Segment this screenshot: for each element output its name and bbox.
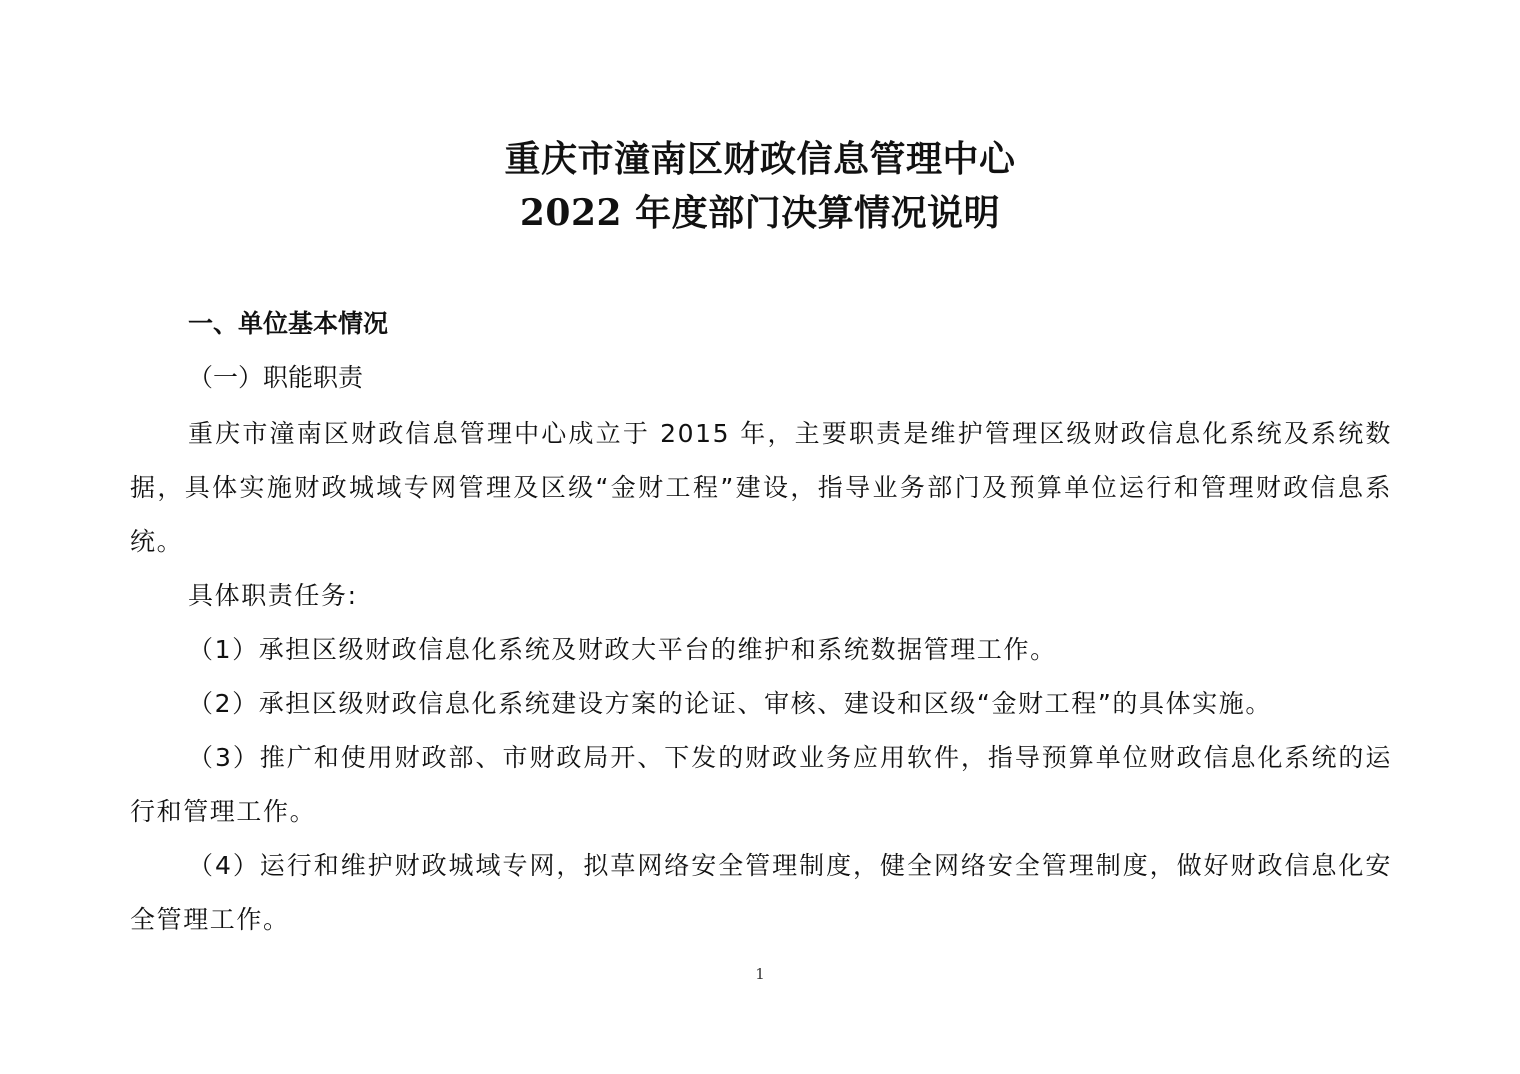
task-item: （1）承担区级财政信息化系统及财政大平台的维护和系统数据管理工作。 <box>188 635 1057 664</box>
document-title-line2: 2022 年度部门决算情况说明 <box>519 192 1001 234</box>
task-item: （2）承担区级财政信息化系统建设方案的论证、审核、建设和区级“金财工程”的具体实施。 <box>188 689 1273 718</box>
intro-paragraph: 重庆市潼南区财政信息管理中心成立于 2015 年，主要职责是维护管理区级财政信息化系统及系统数据，具体实施财政城域专网管理及区级“金财工程”建设，指导业务部门及预算单位运行和管理财政信息系统。 <box>130 419 1392 556</box>
subsection-heading: （一）职能职责 <box>188 363 364 392</box>
section-heading: 一、单位基本情况 <box>188 309 389 338</box>
tasks-label: 具体职责任务: <box>188 581 358 610</box>
page-number: 1 <box>755 965 765 983</box>
task-item: （3）推广和使用财政部、市财政局开、下发的财政业务应用软件，指导预算单位财政信息化系统的运行和管理工作。 <box>130 743 1392 826</box>
task-item: （4）运行和维护财政城域专网，拟草网络安全管理制度，健全网络安全管理制度，做好财政信息化安全管理工作。 <box>130 851 1392 934</box>
document-title-line1: 重庆市潼南区财政信息管理中心 <box>504 138 1016 180</box>
